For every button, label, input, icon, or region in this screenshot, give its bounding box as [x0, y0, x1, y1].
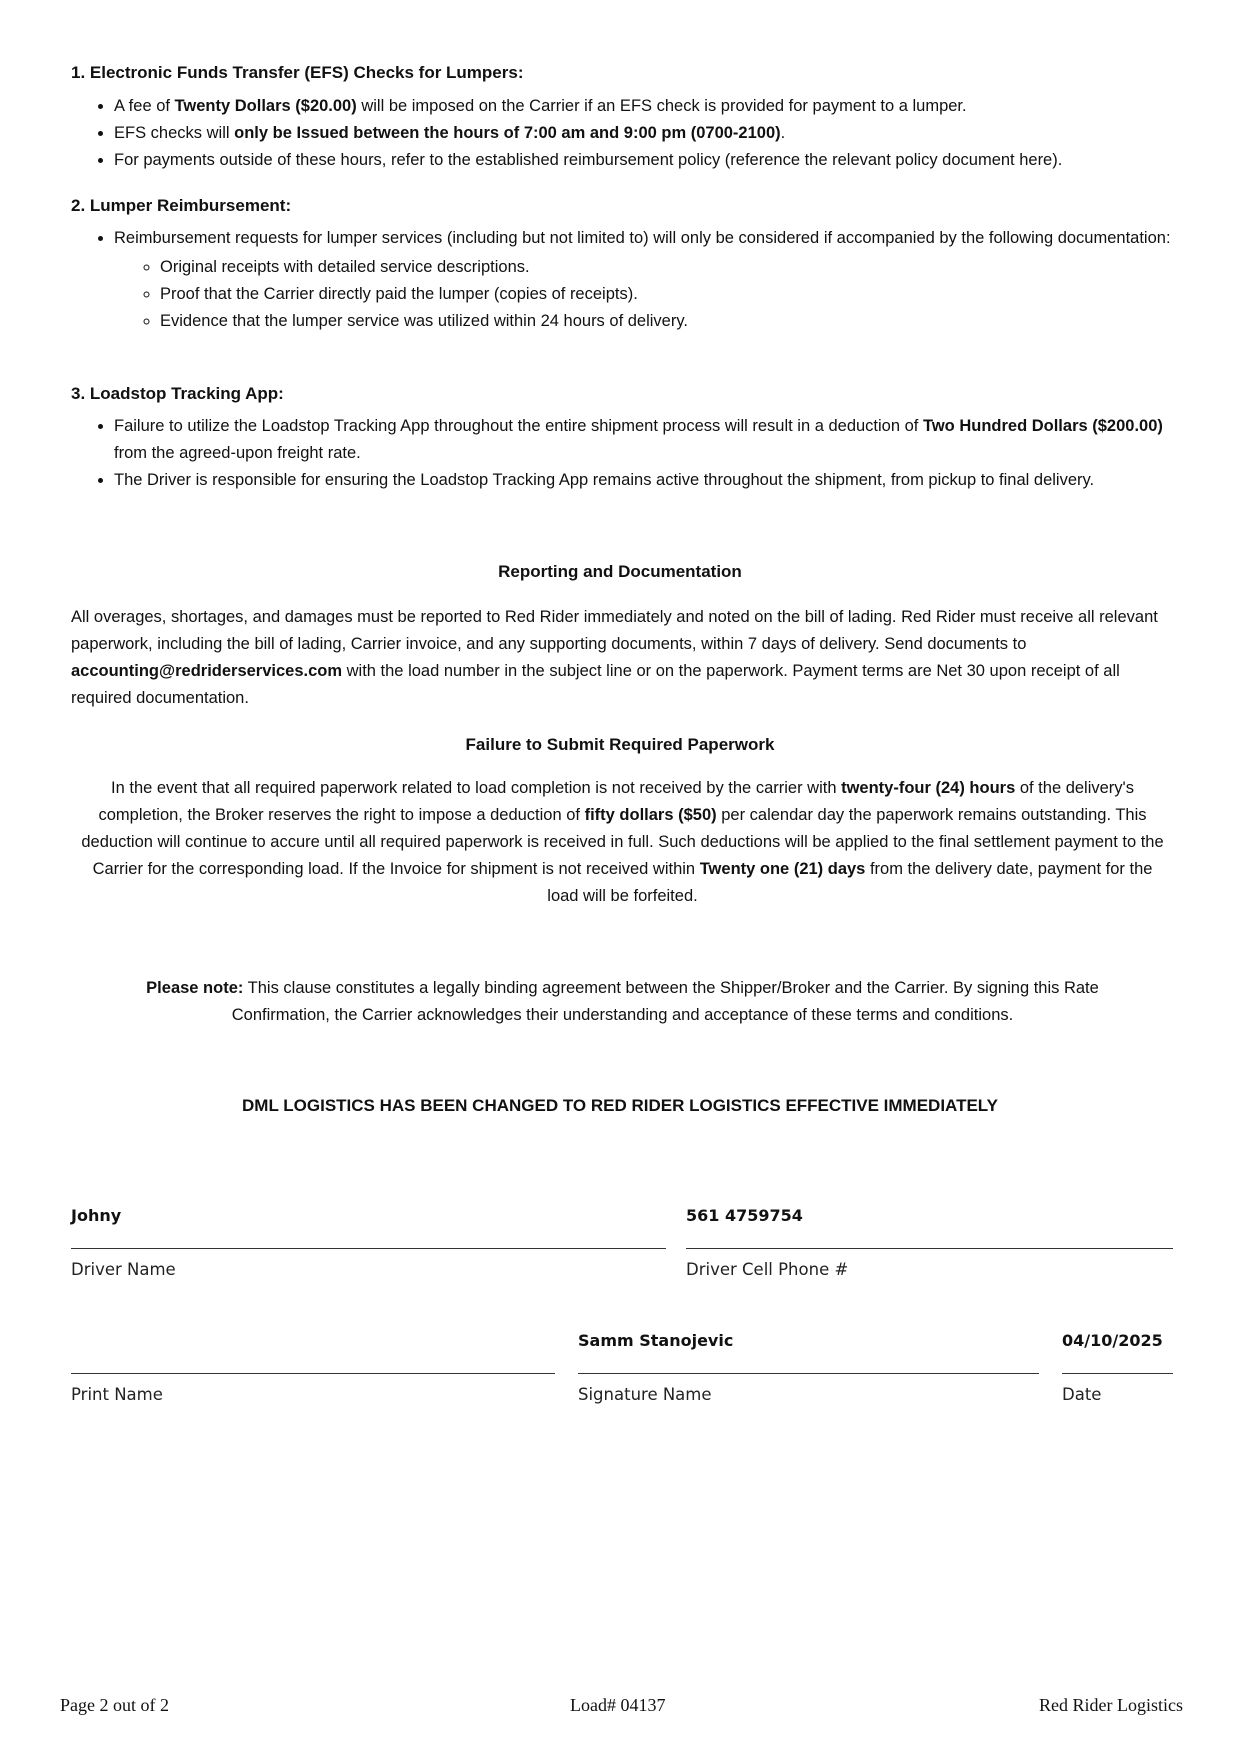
- date-label: Date: [1062, 1385, 1102, 1404]
- footer-load-number: Load# 04137: [570, 1695, 666, 1715]
- reporting-heading: Reporting and Documentation: [498, 562, 742, 581]
- list-item: ◦ Original receipts with detailed service descriptions.: [160, 254, 1174, 281]
- announcement: DML LOGISTICS HAS BEEN CHANGED TO RED RIDER LOGISTICS EFFECTIVE IMMEDIATELY: [242, 1096, 998, 1115]
- list-item: • Failure to utilize the Loadstop Tracking App throughout the entire shipment process will result in a deduction of Two Hundred Dollars ($200.00) from the agreed-upon freight rate.: [114, 413, 1174, 467]
- driver-phone-value: 561 4759754: [686, 1206, 803, 1225]
- lumper-sublist: [114, 254, 1174, 335]
- efs-list: [96, 93, 1174, 174]
- failure-paragraph: In the event that all required paperwork related to load completion is not received by the carrier with twenty-four (24) hours of the delivery's completion, the Broker reserves the right to impose a deduction of fifty dollars ($50) per calendar day the paperwork remains outstanding. This deduction will continue to accure until all required paperwork is received in full. Such deductions will be applied to the final settlement payment to the Carrier for the corresponding load. If the Invoice for shipment is not received within Twenty one (21) days from the delivery date, payment for the load will be forfeited.: [81, 779, 1164, 905]
- please-note-paragraph: Please note: This clause constitutes a legally binding agreement between the Shipper/Broker and the Carrier. By signing this Rate Confirmation, the Carrier acknowledges their understanding and acceptance of these terms and conditions.: [146, 979, 1099, 1024]
- date-line: [1062, 1373, 1173, 1374]
- list-item: • EFS checks will only be Issued between the hours of 7:00 am and 9:00 pm (0700-2100).: [114, 120, 1174, 147]
- section-title-loadstop: 3. Loadstop Tracking App:: [71, 384, 284, 403]
- failure-heading: Failure to Submit Required Paperwork: [465, 735, 775, 754]
- signature-line: [578, 1373, 1039, 1374]
- driver-name-label: Driver Name: [71, 1260, 176, 1279]
- date-value: 04/10/2025: [1062, 1331, 1163, 1350]
- list-item: ◦ Evidence that the lumper service was utilized within 24 hours of delivery.: [160, 308, 1174, 335]
- list-item: • A fee of Twenty Dollars ($20.00) will be imposed on the Carrier if an EFS check is provided for payment to a lumper.: [114, 93, 1174, 120]
- loadstop-list: [96, 413, 1174, 494]
- section-title-lumper: 2. Lumper Reimbursement:: [71, 196, 292, 215]
- footer-company: Red Rider Logistics: [1039, 1695, 1183, 1715]
- list-item: ◦ Proof that the Carrier directly paid the lumper (copies of receipts).: [160, 281, 1174, 308]
- print-name-label: Print Name: [71, 1385, 163, 1404]
- accounting-email[interactable]: accounting@redriderservices.com: [71, 662, 343, 680]
- list-item: • For payments outside of these hours, refer to the established reimbursement policy (reference the relevant policy document here).: [114, 147, 1174, 174]
- list-item: • The Driver is responsible for ensuring the Loadstop Tracking App remains active throughout the shipment, from pickup to final delivery.: [114, 467, 1174, 494]
- list-item: • Reimbursement requests for lumper services (including but not limited to) will only be considered if accompanied by the following documentation: ◦ Original receipts with detailed service descriptions. ◦ Proof that the Carrier directly paid the lumper (copies of receipts). ◦ Evidence that the lumper service was utilized within 24 hours of delivery.: [114, 225, 1174, 335]
- signature-label: Signature Name: [578, 1385, 712, 1404]
- signature-value: Samm Stanojevic: [578, 1331, 734, 1350]
- driver-name-value: Johny: [71, 1206, 122, 1225]
- driver-phone-line: [686, 1248, 1173, 1249]
- driver-name-line: [71, 1248, 666, 1249]
- driver-phone-label: Driver Cell Phone #: [686, 1260, 849, 1279]
- section-title-efs: 1. Electronic Funds Transfer (EFS) Checks for Lumpers:: [71, 63, 524, 82]
- reporting-paragraph: All overages, shortages, and damages must be reported to Red Rider immediately and noted on the bill of lading. Red Rider must receive all relevant paperwork, including the bill of lading, Carrier invoice, and any supporting documents, within 7 days of delivery. Send documents to accounting@redriderservices.com with the load number in the subject line or on the paperwork. Payment terms are Net 30 upon receipt of all required documentation.: [71, 608, 1158, 707]
- footer-page-number: Page 2 out of 2: [60, 1695, 169, 1715]
- print-name-line: [71, 1373, 555, 1374]
- lumper-list: [96, 225, 1174, 335]
